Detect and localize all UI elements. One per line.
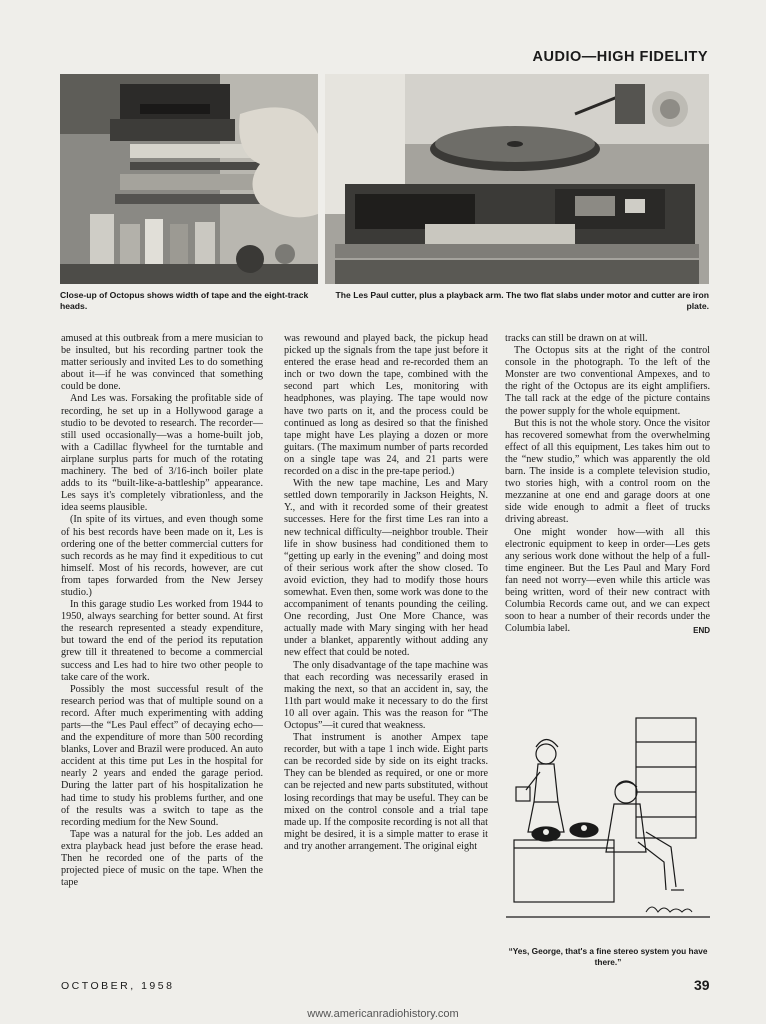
article-column-2 [284, 333, 488, 853]
paragraph: And Les was. Forsaking the profitable side of recording, he set up in a Hollywood garage a studio to be devoted to research. The recorder—still used occasionally—was a home-built job, with a Cadillac flywheel for the turntable and airplane surplus parts for much of the rotating machinery. The bed of 3/16-inch boiler plate adds to its “built-like-a-battleship” appearance. Les says it's completely vibrationless, and the idea seems plausible. [61, 393, 263, 514]
paragraph: But this is not the whole story. Once the visitor has recovered somewhat from the overwhelming effect of all this equipment, Les takes him out to the “new studio,” which was apparently the old barn. The inside is a complete television studio, two stories high, with a control room on the mezzanine at one end and garage doors at one side wide enough to admit a fleet of trucks driving abreast. [505, 417, 710, 526]
cutter-photo [325, 74, 709, 284]
article-column-3 [505, 333, 710, 637]
paragraph: Tape was a natural for the job. Les added an extra playback head just before the erase head. Then he recorded one of the parts of the projected piece of music on the tape. When the tape [61, 828, 263, 889]
issue-date: OCTOBER, 1958 [61, 980, 175, 992]
paragraph: The only disadvantage of the tape machine was that each recording was necessarily erased in making the next, so that an accident in, say, the 11th part would make it necessary to do the first 10 all over again. This was the reason for “The Octopus”—it cured that weakness. [284, 659, 488, 731]
paragraph [505, 527, 710, 636]
article-column-1 [61, 333, 263, 889]
paragraph: The Octopus sits at the right of the control console in the photograph. To the left of the Monster are two conventional Ampexes, and to the right of the Octopus are its eight amplifiers. The tall rack at the edge of the picture contains the power supply for the whole equipment. [505, 345, 710, 417]
source-url[interactable]: www.americanradiohistory.com [307, 1008, 459, 1020]
end-mark: END [693, 626, 710, 636]
paragraph: (In spite of its virtues, and even though some of his best records have been made on it, Les is ordering one of the better commercial cutters for such records as he may find it expeditious to cut himself. Most of his records, however, are cut from tapes forwarded from the New Jersey studio.) [61, 514, 263, 598]
paragraph: tracks can still be drawn on at will. [505, 333, 648, 344]
paragraph: amused at this outbreak from a mere musician to be insulted, but his recording partner took the matter seriously and invited Les to do something about it—if he was convinced that something could be done. [61, 333, 263, 393]
paragraph: was rewound and played back, the pickup head picked up the signals from the tape just before it entered the erase head and re-recorded them an inch or two down the tape, combined with the second part which Les, monitoring with headphones, was playing. The tape would now have two parts on it, and the process could be continued as long as desired so that the finished tape might have Les playing a dozen or more guitars. (The maximum number of parts recorded on a single tape was 24, and 21 parts were recorded on a disc in the pre-tape period.) [284, 333, 488, 478]
paragraph-text: One might wonder how—with all this electronic equipment to keep in order—Les gets any serious work done without the help of a full-time engineer. But the Les Paul and Mary Ford fan need not worry—even while this article was being written, word of their new contract with Columbia Records came out, and we can expect soon to hear a number of their records under the Columbia label. [505, 526, 710, 635]
paragraph: With the new tape machine, Les and Mary settled down temporarily in Jackson Heights, N. Y., and with it recorded some of their greatest successes. Here for the first time Les ran into a new technical difficulty—neighbor trouble. Their life in show business had conditioned them to “getting up early in the evening” and doing most of their serious work after the show closed. To avoid eviction, they had to modify those hours somewhat. Even then, some work was done to the accompaniment of tenants pounding the ceiling. One recording, Just One More Chance, was actually made with Mary singing with her head under a blanket, apparently without adding any new effect that could be noted. [284, 478, 488, 659]
paragraph: In this garage studio Les worked from 1944 to 1950, always searching for better sound. At first the research represented a steady expenditure, but toward the end of the period its reputation grew till it threatened to become a commercial success and Les had to hire two other people to take care of the work. [61, 599, 263, 683]
cartoon-illustration [506, 712, 710, 934]
cartoon-caption: “Yes, George, that's a fine stereo system you have there.” [508, 946, 708, 967]
right-photo-caption: The Les Paul cutter, plus a playback arm. The two flat slabs under motor and cutter are iron plate. [335, 290, 709, 311]
left-photo-caption: Close-up of Octopus shows width of tape and the eight-track heads. [60, 290, 309, 311]
octopus-closeup-photo [60, 74, 318, 284]
paragraph: That instrument is another Ampex tape recorder, but with a tape 1 inch wide. Eight parts can be recorded side by side on its eight tracks. They can be blended as required, or one or more can be rejected and new parts substituted, without losing recordings that may be useful. They can be mixed on the control console and a trial tape made up. If the composite recording is not all that might be desired, it is a simple matter to erase it and try another arrangement. The original eight [284, 732, 488, 852]
section-header: AUDIO—HIGH FIDELITY [532, 49, 708, 65]
page-number: 39 [694, 977, 710, 993]
paragraph: Possibly the most successful result of the research period was that of multiple sound on a record. After much experimenting with adding parts—the “Les Paul effect” of decaying echo—and the expenditure of more than 500 recording blanks, Lover and Brazil were produced. An auto accident at this time put Les in the hospital for nearly 2 years and ended the garage period. During the latter part of his hospitalization he had time to study his problems further, and one of the results was a switch to tape as the recording medium for the New Sound. [61, 683, 263, 828]
